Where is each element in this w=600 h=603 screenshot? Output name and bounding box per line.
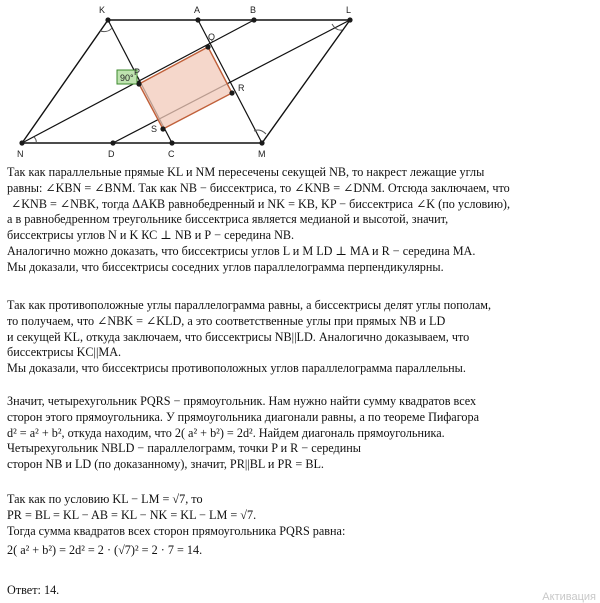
point-s xyxy=(160,126,165,131)
point-d xyxy=(110,140,115,145)
text-line: d² = a² + b², откуда находим, что 2( a² + b²) = 2d². Найдем диагональ прямоугольника. xyxy=(7,425,445,440)
text-line: Четырехугольник NBLD − параллелограмм, точки P и R − середины xyxy=(7,441,361,456)
label-k: K xyxy=(99,5,106,15)
label-m: M xyxy=(258,149,266,159)
text-line: Так как параллельные прямые KL и NM пересечены секущей NB, то накрест лежащие углы xyxy=(7,165,485,179)
point-l xyxy=(347,17,352,22)
label-a: A xyxy=(194,5,201,15)
label-r: R xyxy=(238,83,245,93)
text-line: PR = BL = KL − AB = KL − NK = KL − LM = √7. xyxy=(7,507,257,522)
angle-arc-n xyxy=(34,137,36,143)
paragraph-2 xyxy=(7,298,597,377)
text-line: то получаем, что ∠NBK = ∠KLD, а это соответственные углы при прямых NB и LD xyxy=(7,313,446,328)
text-line: Мы доказали, что биссектрисы противоположных углов параллелограмма параллельны. xyxy=(7,361,466,376)
text-line: Значит, четырехугольник PQRS − прямоугольник. Нам нужно найти сумму квадратов всех xyxy=(7,394,477,408)
point-b xyxy=(251,17,256,22)
label-q: Q xyxy=(208,32,216,42)
text-line: Так как по условию KL − LM = √7, то xyxy=(7,492,203,506)
paragraph-1 xyxy=(7,165,597,276)
watermark: Активация xyxy=(542,591,596,603)
text-line: и секущей KL, откуда заключаем, что биссектрисы NB||LD. Аналогично доказываем, что xyxy=(7,329,470,344)
label-n: N xyxy=(17,149,24,159)
point-q xyxy=(205,44,210,49)
text-line: сторон этого прямоугольника. У прямоугольника диагонали равны, а по теореме Пифагора xyxy=(7,409,480,424)
text-line: равны: ∠KBN = ∠BNM. Так как NB − биссектриса, то ∠KNB = ∠DNM. Отсюда заключаем, что xyxy=(7,180,510,195)
point-r xyxy=(229,90,234,95)
point-a xyxy=(195,17,200,22)
text-line: биссектрисы KC||MA. xyxy=(7,345,122,360)
point-k xyxy=(105,17,110,22)
text-line: Аналогично можно доказать, что биссектрисы углов L и M LD ⊥ MA и R − середина МА. xyxy=(7,243,476,258)
point-n xyxy=(19,140,24,145)
text-line: сторон NB и LD (по доказанному), значит, PR||BL и PR = BL. xyxy=(7,457,324,472)
answer xyxy=(7,583,597,599)
angle-label: 90° xyxy=(120,73,134,83)
text-line: 2( a² + b²) = 2d² = 2 · (√7)² = 2 · 7 = 14. xyxy=(7,543,203,558)
label-b: B xyxy=(250,5,257,15)
label-s: S xyxy=(151,124,158,134)
point-m xyxy=(259,140,264,145)
answer-text: Ответ: 14. xyxy=(7,583,60,597)
label-l: L xyxy=(346,5,352,15)
paragraph-3 xyxy=(7,394,597,473)
text-line: Так как противоположные углы параллелограмма равны, а биссектрисы делят углы пополам, xyxy=(7,298,491,312)
point-p xyxy=(136,81,141,86)
text-line: ∠KNB = ∠NBK, тогда ΔАКВ равнобедренный и NK = KB, KP − биссектриса ∠K (по условию), xyxy=(11,196,511,211)
text-line: а в равнобедренном треугольнике биссектриса является медианой и высотой, значит, xyxy=(7,212,449,227)
point-c xyxy=(169,140,174,145)
text-line: биссектрисы углов N и K КС ⊥ NB и Р − середина NB. xyxy=(7,228,295,243)
parallelogram-figure xyxy=(0,0,600,160)
label-c: C xyxy=(168,149,175,159)
paragraph-4 xyxy=(7,492,597,559)
label-d: D xyxy=(108,149,115,159)
text-line: Тогда сумма квадратов всех сторон прямоугольника PQRS равна: xyxy=(7,523,346,538)
label-p: P xyxy=(134,67,141,77)
text-line: Мы доказали, что биссектрисы соседних углов параллелограмма перпендикулярны. xyxy=(7,259,444,274)
